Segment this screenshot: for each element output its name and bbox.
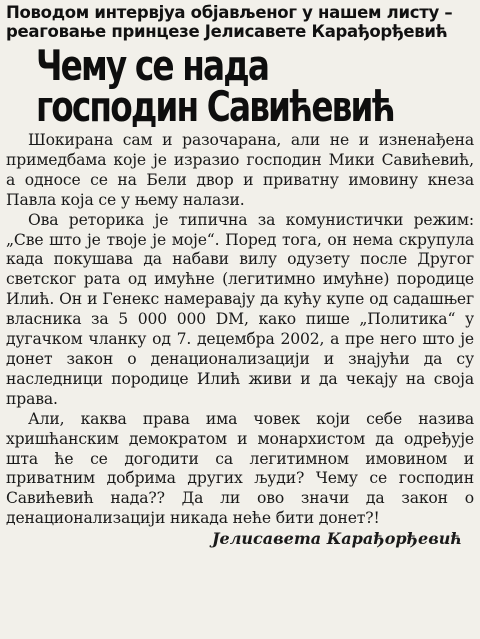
headline-line-1: Чему се нада	[36, 41, 269, 90]
paragraph-1: Шокирана сам и разочарана, али не и изненађена примедбама које је изразио господин Мики Савићевић, а односе се на Бели двор и приватну имовину кнеза Павла која се у њему налази.	[6, 131, 474, 209]
kicker-line-2: реаговање принцезе Јелисавете Карађорђевић	[6, 22, 448, 41]
article-headline	[36, 41, 394, 131]
paragraph-3: Али, каква права има човек који себе назива хришћанским демократом и монархистом да одређује шта ће се догодити са легитимном имовином и приватним добрима других људи? Чему се господин Савићевић нада?? Да ли ово значи да закон о денационализацији никада неће бити донет?!	[6, 409, 474, 528]
paragraph-2: Ова реторика је типична за комунистички режим: „Све што је твоје је моје“. Поред тога, он нема скрупула када покушава да набави вилу одузету после Другог светског рата од имућне (легитимно имућне) породице Илић. Он и Генекс намеравају да кућу купе од садашњег власника за 5 000 000 DM, како пише „Политика“ у дугачком чланку од 7. децембра 2002, а пре него што је донет закон о денационализацији и знајући да су наследници породице Илић живи и да чекају на своја права.	[6, 210, 474, 408]
kicker-line-1: Поводом интервјуа објављеног у нашем листу –	[6, 3, 453, 22]
author-signature: Јелисавета Карађорђевић	[211, 529, 462, 549]
article-kicker	[6, 3, 474, 41]
headline-line-2: господин Савићевић	[36, 82, 394, 131]
article-body	[6, 131, 474, 529]
newspaper-clipping	[0, 3, 480, 639]
